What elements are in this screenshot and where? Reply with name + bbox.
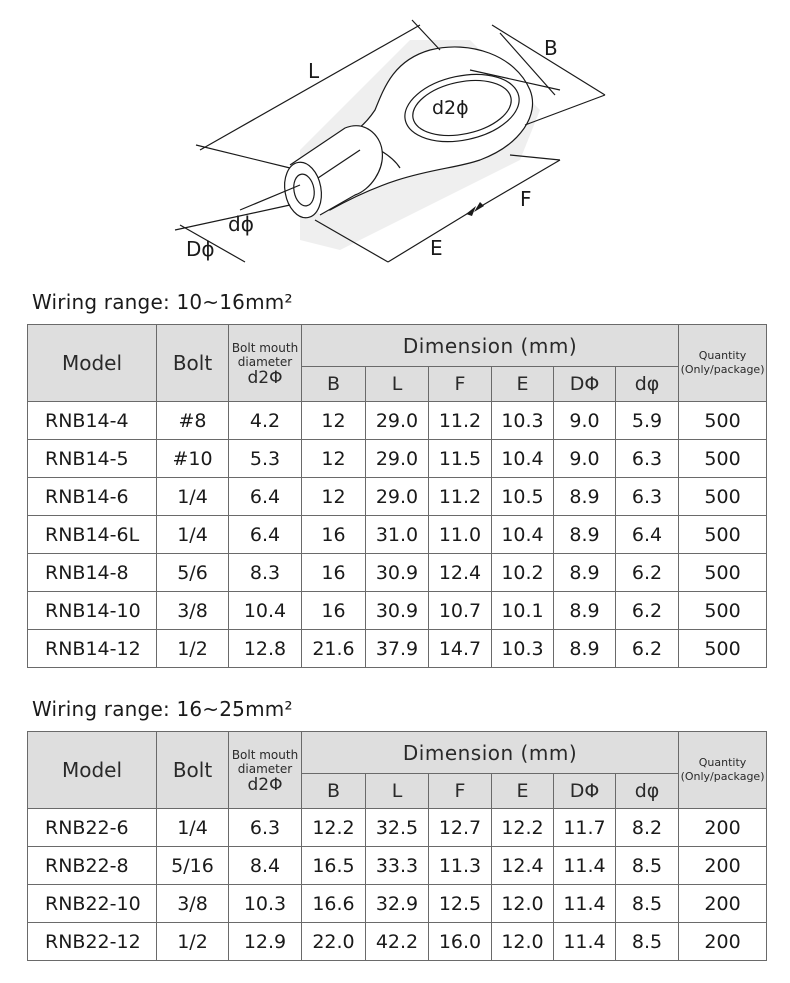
table-cell: 12.0 [492,923,554,961]
table-cell: 12.7 [429,809,492,847]
table-cell: 10.4 [492,440,554,478]
model-cell: RNB14-10 [28,592,157,630]
ring-terminal-diagram [0,0,790,290]
table-cell: 37.9 [366,630,429,668]
table-cell: 12.4 [429,554,492,592]
table-cell: 200 [679,847,767,885]
table-cell: 16.5 [302,847,366,885]
table-cell: 12.2 [492,809,554,847]
model-cell: RNB22-10 [28,885,157,923]
model-cell: RNB14-5 [28,440,157,478]
table-cell: 10.3 [492,402,554,440]
table-cell: 500 [679,630,767,668]
table-cell: 29.0 [366,440,429,478]
header-bolt: Bolt [157,325,229,402]
header-quantity: Quantity (Only/package) [679,732,767,809]
header-dimension: Dimension (mm) [302,325,679,367]
table-cell: 8.4 [229,847,302,885]
table-cell: 500 [679,554,767,592]
table-cell: 12.2 [302,809,366,847]
model-cell: RNB14-4 [28,402,157,440]
label-e: E [430,236,443,260]
header-e: E [492,774,554,809]
table-cell: 6.2 [616,554,679,592]
table-cell: 9.0 [554,440,616,478]
table-cell: 8.9 [554,630,616,668]
table-cell: 11.7 [554,809,616,847]
table-cell: 11.3 [429,847,492,885]
table-cell: 1/4 [157,809,229,847]
table-cell: 6.2 [616,592,679,630]
table-cell: 11.4 [554,923,616,961]
header-d: dφ [616,367,679,402]
table-cell: 9.0 [554,402,616,440]
label-l: L [308,59,320,83]
table-cell: 11.2 [429,478,492,516]
table-cell: 200 [679,923,767,961]
table-cell: 30.9 [366,592,429,630]
table-cell: 10.7 [429,592,492,630]
table-cell: 8.9 [554,554,616,592]
table-row [28,885,767,923]
table-cell: 8.9 [554,516,616,554]
table-cell: 8.5 [616,885,679,923]
header-f: F [429,367,492,402]
label-f: F [520,187,532,211]
header-bolt-mouth: Bolt mouth diameter d2Φ [229,732,302,809]
table-cell: 6.2 [616,630,679,668]
table-cell: 11.2 [429,402,492,440]
table-cell: 30.9 [366,554,429,592]
header-l: L [366,367,429,402]
table-cell: 6.3 [229,809,302,847]
model-cell: RNB22-6 [28,809,157,847]
table-cell: #10 [157,440,229,478]
table-cell: 12 [302,440,366,478]
header-e: E [492,367,554,402]
table-row [28,402,767,440]
table-cell: 33.3 [366,847,429,885]
table-cell: 12.8 [229,630,302,668]
table-cell: 8.5 [616,923,679,961]
header-big-d: DΦ [554,774,616,809]
table-cell: 14.7 [429,630,492,668]
table-cell: 11.0 [429,516,492,554]
label-b: B [544,36,558,60]
header-big-d: DΦ [554,367,616,402]
table-cell: 1/2 [157,923,229,961]
table-row [28,847,767,885]
table-cell: 3/8 [157,592,229,630]
table-cell: 6.4 [616,516,679,554]
header-b: B [302,367,366,402]
table-cell: 29.0 [366,478,429,516]
table-cell: 10.4 [229,592,302,630]
table-cell: 8.2 [616,809,679,847]
table-cell: 31.0 [366,516,429,554]
table-cell: 8.9 [554,592,616,630]
table-cell: 3/8 [157,885,229,923]
table-cell: 1/4 [157,516,229,554]
table-cell: 12 [302,478,366,516]
table-cell: 21.6 [302,630,366,668]
table-row [28,923,767,961]
table-cell: 12.9 [229,923,302,961]
table-cell: #8 [157,402,229,440]
table-row [28,809,767,847]
table-cell: 8.5 [616,847,679,885]
table-cell: 5/6 [157,554,229,592]
table-cell: 6.3 [616,478,679,516]
table-cell: 10.3 [229,885,302,923]
table-cell: 500 [679,478,767,516]
label-big-d: Dϕ [186,237,215,261]
table-cell: 10.4 [492,516,554,554]
table-cell: 6.4 [229,516,302,554]
table-cell: 16 [302,516,366,554]
model-cell: RNB22-12 [28,923,157,961]
spec-table-10-16 [27,324,767,668]
table-cell: 10.3 [492,630,554,668]
table-cell: 500 [679,516,767,554]
table-cell: 32.9 [366,885,429,923]
model-cell: RNB22-8 [28,847,157,885]
table-cell: 200 [679,809,767,847]
table-cell: 22.0 [302,923,366,961]
header-model: Model [28,325,157,402]
table-cell: 16 [302,592,366,630]
table-row [28,516,767,554]
table-cell: 500 [679,592,767,630]
table-row [28,440,767,478]
table-row [28,630,767,668]
label-d: dϕ [228,212,254,236]
table-cell: 1/4 [157,478,229,516]
table-row [28,478,767,516]
table-cell: 4.2 [229,402,302,440]
table-cell: 8.9 [554,478,616,516]
header-f: F [429,774,492,809]
table-cell: 11.4 [554,885,616,923]
table-cell: 200 [679,885,767,923]
table-cell: 10.1 [492,592,554,630]
section-title-10-16: Wiring range: 10~16mm² [32,290,293,314]
model-cell: RNB14-12 [28,630,157,668]
header-d: dφ [616,774,679,809]
header-bolt-mouth: Bolt mouth diameter d2Φ [229,325,302,402]
table-cell: 32.5 [366,809,429,847]
header-quantity: Quantity (Only/package) [679,325,767,402]
header-dimension: Dimension (mm) [302,732,679,774]
table-cell: 16 [302,554,366,592]
table-cell: 12 [302,402,366,440]
table-cell: 8.3 [229,554,302,592]
table-cell: 12.5 [429,885,492,923]
label-d2: d2ϕ [432,97,469,119]
table-cell: 5/16 [157,847,229,885]
table-cell: 42.2 [366,923,429,961]
header-l: L [366,774,429,809]
header-bolt: Bolt [157,732,229,809]
header-model: Model [28,732,157,809]
table-cell: 5.3 [229,440,302,478]
table-cell: 5.9 [616,402,679,440]
table-cell: 1/2 [157,630,229,668]
table-cell: 29.0 [366,402,429,440]
table-cell: 12.0 [492,885,554,923]
table-cell: 11.5 [429,440,492,478]
table-row [28,592,767,630]
table-cell: 11.4 [554,847,616,885]
table-cell: 500 [679,402,767,440]
model-cell: RNB14-6L [28,516,157,554]
spec-table-16-25 [27,731,767,961]
table-cell: 16.6 [302,885,366,923]
header-b: B [302,774,366,809]
table-cell: 6.4 [229,478,302,516]
table-cell: 500 [679,440,767,478]
table-row [28,554,767,592]
section-title-16-25: Wiring range: 16~25mm² [32,697,293,721]
table-cell: 10.5 [492,478,554,516]
table-cell: 12.4 [492,847,554,885]
table-cell: 10.2 [492,554,554,592]
model-cell: RNB14-6 [28,478,157,516]
model-cell: RNB14-8 [28,554,157,592]
table-cell: 16.0 [429,923,492,961]
table-cell: 6.3 [616,440,679,478]
